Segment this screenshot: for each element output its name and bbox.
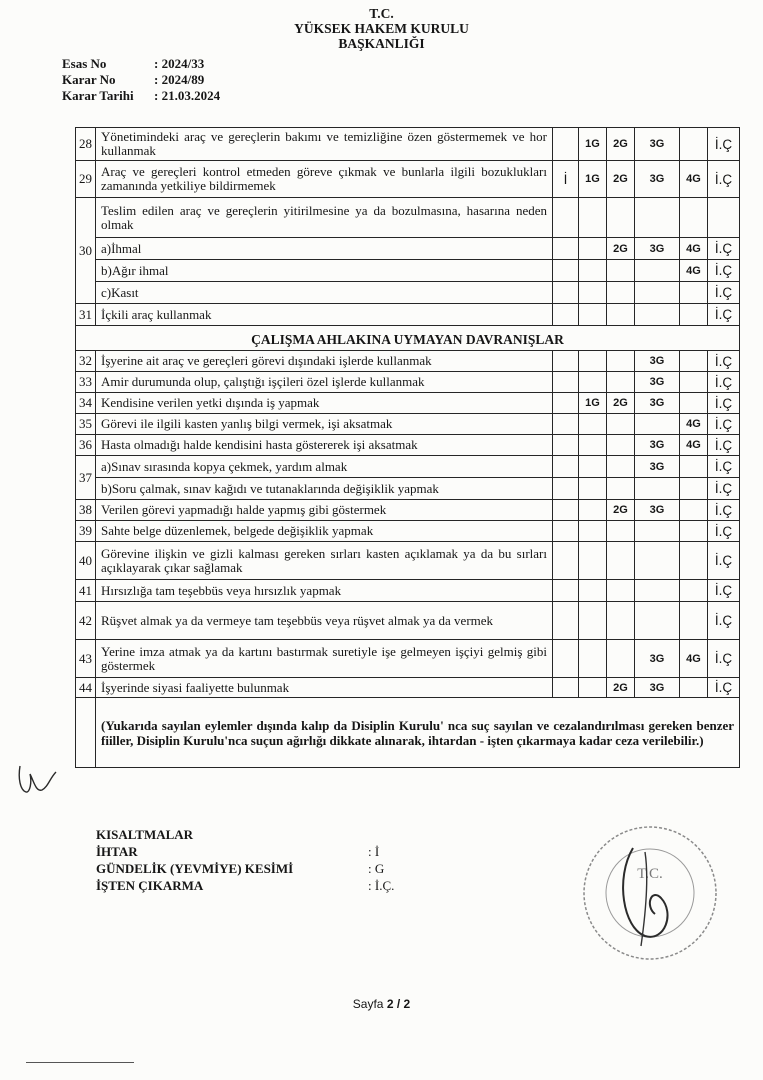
penalty-cell: 2G bbox=[607, 393, 635, 414]
abbr-row: GÜNDELİK (YEVMİYE) KESİMİ : G bbox=[96, 861, 385, 876]
meta-tarih: Karar Tarihi : 21.03.2024 bbox=[62, 88, 221, 103]
penalty-cell bbox=[680, 602, 708, 640]
row-text: a)Sınav sırasında kopya çekmek, yardım almak bbox=[96, 456, 553, 478]
penalty-cell: 4G bbox=[680, 238, 708, 260]
penalty-cell: 4G bbox=[680, 640, 708, 678]
penalty-cell: İ.Ç bbox=[708, 678, 740, 698]
penalty-cell bbox=[553, 393, 579, 414]
row-number: 42 bbox=[76, 602, 96, 640]
penalty-cell bbox=[680, 351, 708, 372]
penalty-cell bbox=[680, 580, 708, 602]
penalty-cell: İ.Ç bbox=[708, 282, 740, 304]
penalty-cell bbox=[579, 372, 607, 393]
penalty-cell bbox=[607, 372, 635, 393]
penalty-cell bbox=[553, 128, 579, 161]
penalty-cell bbox=[553, 602, 579, 640]
official-stamp-icon bbox=[575, 818, 725, 968]
penalty-cell bbox=[680, 456, 708, 478]
abbr-row: İŞTEN ÇIKARMA : İ.Ç. bbox=[96, 878, 395, 893]
row-text: Hırsızlığa tam teşebbüs veya hırsızlık yapmak bbox=[96, 580, 553, 602]
penalty-cell bbox=[680, 393, 708, 414]
penalty-cell bbox=[553, 414, 579, 435]
row-text: Yönetimindeki araç ve gereçlerin bakımı ve temizliğine özen göstermemek ve hor kullanmak bbox=[96, 128, 553, 161]
row-text: b)Ağır ihmal bbox=[96, 260, 553, 282]
penalty-cell bbox=[680, 282, 708, 304]
table-row bbox=[76, 414, 740, 435]
table-row bbox=[76, 521, 740, 542]
penalty-cell bbox=[579, 678, 607, 698]
penalty-cell bbox=[607, 282, 635, 304]
penalty-cell: 3G bbox=[635, 393, 680, 414]
table-row bbox=[76, 456, 740, 478]
penalty-cell bbox=[680, 542, 708, 580]
section-row bbox=[76, 326, 740, 351]
page-footer bbox=[0, 997, 763, 1011]
penalty-cell: 3G bbox=[635, 640, 680, 678]
penalty-cell bbox=[635, 580, 680, 602]
penalty-cell: İ.Ç bbox=[708, 602, 740, 640]
table-row bbox=[76, 393, 740, 414]
penalty-cell: İ.Ç bbox=[708, 500, 740, 521]
penalty-cell: 2G bbox=[607, 238, 635, 260]
svg-text:T.C.: T.C. bbox=[637, 866, 663, 882]
table-row bbox=[76, 351, 740, 372]
penalty-cell bbox=[680, 304, 708, 326]
penalty-cell: İ.Ç bbox=[708, 393, 740, 414]
row-number: 44 bbox=[76, 678, 96, 698]
row-text: Sahte belge düzenlemek, belgede değişiklik yapmak bbox=[96, 521, 553, 542]
penalty-cell bbox=[607, 542, 635, 580]
penalty-cell bbox=[553, 542, 579, 580]
penalty-cell: 3G bbox=[635, 238, 680, 260]
penalty-cell: 1G bbox=[579, 393, 607, 414]
penalty-cell bbox=[579, 542, 607, 580]
table-row bbox=[76, 678, 740, 698]
abbreviations bbox=[96, 826, 394, 894]
penalty-cell: 4G bbox=[680, 260, 708, 282]
penalty-cell bbox=[579, 580, 607, 602]
penalty-cell bbox=[607, 602, 635, 640]
penalty-cell bbox=[579, 640, 607, 678]
penalty-cell bbox=[553, 640, 579, 678]
table-row bbox=[76, 602, 740, 640]
row-number: 31 bbox=[76, 304, 96, 326]
penalty-cell bbox=[579, 260, 607, 282]
penalty-cell bbox=[607, 414, 635, 435]
penalty-cell: 2G bbox=[607, 128, 635, 161]
penalty-cell: 3G bbox=[635, 678, 680, 698]
page-number: 2 / 2 bbox=[386, 997, 411, 1011]
row-number: 39 bbox=[76, 521, 96, 542]
penalty-cell bbox=[607, 521, 635, 542]
row-text: İçkili araç kullanmak bbox=[96, 304, 553, 326]
penalty-cell bbox=[607, 351, 635, 372]
penalty-cell bbox=[553, 435, 579, 456]
penalty-cell: 4G bbox=[680, 161, 708, 198]
row-number: 29 bbox=[76, 161, 96, 198]
penalty-cell bbox=[607, 260, 635, 282]
penalty-cell bbox=[635, 602, 680, 640]
penalty-cell bbox=[553, 372, 579, 393]
penalty-cell bbox=[635, 414, 680, 435]
discipline-table bbox=[75, 127, 740, 768]
penalty-cell bbox=[635, 282, 680, 304]
penalty-cell bbox=[579, 282, 607, 304]
penalty-cell: 2G bbox=[607, 161, 635, 198]
row-number: 37 bbox=[76, 456, 96, 500]
closing-note: (Yukarıda sayılan eylemler dışında kalıp da Disiplin Kurulu' nca suç sayılan ve cezalandırılması gereken benzer fiiller, Disiplin Kurulu'nca suçun ağırlığı dikkate alınarak, ihtardan - işten çıkarmaya kadar ceza verilebilir.) bbox=[96, 698, 740, 768]
penalty-cell: İ.Ç bbox=[708, 372, 740, 393]
row-text: Rüşvet almak ya da vermeye tam teşebbüs veya rüşvet almak ya da vermek bbox=[96, 602, 553, 640]
row-text: İşyerinde siyasi faaliyette bulunmak bbox=[96, 678, 553, 698]
row-number: 43 bbox=[76, 640, 96, 678]
row-text: b)Soru çalmak, sınav kağıdı ve tutanaklarında değişiklik yapmak bbox=[96, 478, 553, 500]
penalty-cell: 3G bbox=[635, 128, 680, 161]
table-row bbox=[76, 580, 740, 602]
penalty-cell: 3G bbox=[635, 372, 680, 393]
table-row bbox=[76, 372, 740, 393]
meta-karar: Karar No : 2024/89 bbox=[62, 72, 205, 87]
penalty-cell bbox=[553, 478, 579, 500]
row-number: 30 bbox=[76, 198, 96, 304]
penalty-cell: 3G bbox=[635, 351, 680, 372]
table-row bbox=[76, 128, 740, 161]
penalty-cell bbox=[553, 521, 579, 542]
penalty-cell: 4G bbox=[680, 435, 708, 456]
penalty-cell bbox=[579, 521, 607, 542]
penalty-cell bbox=[579, 304, 607, 326]
penalty-cell bbox=[553, 282, 579, 304]
meta-esas: Esas No : 2024/33 bbox=[62, 56, 205, 71]
row-number: 35 bbox=[76, 414, 96, 435]
penalty-cell bbox=[553, 580, 579, 602]
penalty-cell bbox=[579, 435, 607, 456]
penalty-cell bbox=[607, 580, 635, 602]
header-tc: T.C. bbox=[369, 6, 394, 21]
row-text: Araç ve gereçleri kontrol etmeden göreve çıkmak ve bunlarla ilgili bozuklukları zamanında yetkiliye bildirmemek bbox=[96, 161, 553, 198]
row-text: Görevi ile ilgili kasten yanlış bilgi vermek, işi aksatmak bbox=[96, 414, 553, 435]
penalty-cell bbox=[553, 351, 579, 372]
penalty-cell: İ.Ç bbox=[708, 128, 740, 161]
penalty-cell bbox=[579, 602, 607, 640]
penalty-cell bbox=[635, 304, 680, 326]
penalty-cell bbox=[553, 678, 579, 698]
table-row bbox=[76, 640, 740, 678]
penalty-cell: İ bbox=[553, 161, 579, 198]
penalty-cell bbox=[553, 238, 579, 260]
penalty-cell bbox=[579, 238, 607, 260]
penalty-cell bbox=[635, 478, 680, 500]
penalty-cell bbox=[680, 372, 708, 393]
penalty-cell bbox=[553, 260, 579, 282]
footer-label: Sayfa bbox=[352, 997, 384, 1011]
penalty-cell: 3G bbox=[635, 500, 680, 521]
penalty-cell: 4G bbox=[680, 414, 708, 435]
penalty-cell: İ.Ç bbox=[708, 456, 740, 478]
penalty-cell bbox=[680, 678, 708, 698]
penalty-cell bbox=[579, 478, 607, 500]
penalty-cell: İ.Ç bbox=[708, 238, 740, 260]
penalty-cell: İ.Ç bbox=[708, 414, 740, 435]
penalty-cell bbox=[680, 128, 708, 161]
row-text: Kendisine verilen yetki dışında iş yapmak bbox=[96, 393, 553, 414]
penalty-cell: 2G bbox=[607, 678, 635, 698]
penalty-cell: İ.Ç bbox=[708, 260, 740, 282]
header-institution: YÜKSEK HAKEM KURULU bbox=[294, 21, 469, 36]
penalty-cell: İ.Ç bbox=[708, 542, 740, 580]
penalty-cell: İ.Ç bbox=[708, 580, 740, 602]
penalty-cell bbox=[579, 351, 607, 372]
row-text: Amir durumunda olup, çalıştığı işçileri özel işlerde kullanmak bbox=[96, 372, 553, 393]
penalty-cell: 3G bbox=[635, 456, 680, 478]
penalty-cell: İ.Ç bbox=[708, 640, 740, 678]
row-number: 28 bbox=[76, 128, 96, 161]
penalty-cell bbox=[553, 304, 579, 326]
table-row bbox=[76, 198, 740, 238]
document-header bbox=[0, 6, 763, 51]
row-number: 34 bbox=[76, 393, 96, 414]
footer-divider bbox=[26, 1062, 134, 1063]
penalty-cell bbox=[635, 521, 680, 542]
row-text: İşyerine ait araç ve gereçleri görevi dışındaki işlerde kullanmak bbox=[96, 351, 553, 372]
penalty-cell bbox=[635, 260, 680, 282]
table-row bbox=[76, 282, 740, 304]
row-number: 36 bbox=[76, 435, 96, 456]
penalty-cell bbox=[553, 456, 579, 478]
penalty-cell bbox=[635, 542, 680, 580]
penalty-cell bbox=[680, 478, 708, 500]
penalty-cell: İ.Ç bbox=[708, 351, 740, 372]
penalty-cell bbox=[607, 640, 635, 678]
row-text: a)İhmal bbox=[96, 238, 553, 260]
penalty-cell bbox=[579, 500, 607, 521]
penalty-cell bbox=[607, 435, 635, 456]
header-presidency: BAŞKANLIĞI bbox=[338, 36, 425, 51]
table-row bbox=[76, 500, 740, 521]
row-text: c)Kasıt bbox=[96, 282, 553, 304]
table-row bbox=[76, 435, 740, 456]
row-text: Teslim edilen araç ve gereçlerin yitirilmesine ya da bozulmasına, hasarına neden olmak bbox=[96, 198, 553, 238]
table-row bbox=[76, 478, 740, 500]
penalty-cell: İ.Ç bbox=[708, 304, 740, 326]
section-title: ÇALIŞMA AHLAKINA UYMAYAN DAVRANIŞLAR bbox=[76, 326, 740, 351]
row-number: 41 bbox=[76, 580, 96, 602]
table-row bbox=[76, 260, 740, 282]
row-number: 33 bbox=[76, 372, 96, 393]
row-text: Yerine imza atmak ya da kartını bastırmak suretiyle işe gelmeyen işçiyi gelmiş gibi göstermek bbox=[96, 640, 553, 678]
row-text: Görevine ilişkin ve gizli kalması gereken sırları kasten açıklamak ya da bu sırları açıklayarak çıkar sağlamak bbox=[96, 542, 553, 580]
penalty-cell: İ.Ç bbox=[708, 478, 740, 500]
penalty-cell bbox=[607, 456, 635, 478]
penalty-cell bbox=[607, 478, 635, 500]
penalty-cell: İ.Ç bbox=[708, 521, 740, 542]
table-row bbox=[76, 238, 740, 260]
penalty-cell: 2G bbox=[607, 500, 635, 521]
penalty-cell: İ.Ç bbox=[708, 435, 740, 456]
row-number: 32 bbox=[76, 351, 96, 372]
abbr-row: İHTAR : İ bbox=[96, 844, 380, 859]
table-row bbox=[76, 304, 740, 326]
penalty-cell: 3G bbox=[635, 435, 680, 456]
penalty-cell bbox=[579, 414, 607, 435]
penalty-cell: 3G bbox=[635, 161, 680, 198]
row-text: Hasta olmadığı halde kendisini hasta göstererek işi aksatmak bbox=[96, 435, 553, 456]
note-row bbox=[76, 698, 740, 768]
penalty-cell bbox=[607, 304, 635, 326]
row-text: Verilen görevi yapmadığı halde yapmış gibi göstermek bbox=[96, 500, 553, 521]
table-row bbox=[76, 542, 740, 580]
penalty-cell: 1G bbox=[579, 161, 607, 198]
penalty-cell bbox=[680, 521, 708, 542]
penalty-cell bbox=[579, 456, 607, 478]
case-meta bbox=[62, 56, 220, 104]
row-number: 40 bbox=[76, 542, 96, 580]
penalty-cell: İ.Ç bbox=[708, 161, 740, 198]
table-row bbox=[76, 161, 740, 198]
penalty-cell bbox=[680, 500, 708, 521]
signature-icon bbox=[14, 756, 64, 800]
row-number: 38 bbox=[76, 500, 96, 521]
penalty-cell bbox=[553, 500, 579, 521]
penalty-cell: 1G bbox=[579, 128, 607, 161]
abbreviations-title: KISALTMALAR bbox=[96, 827, 194, 842]
